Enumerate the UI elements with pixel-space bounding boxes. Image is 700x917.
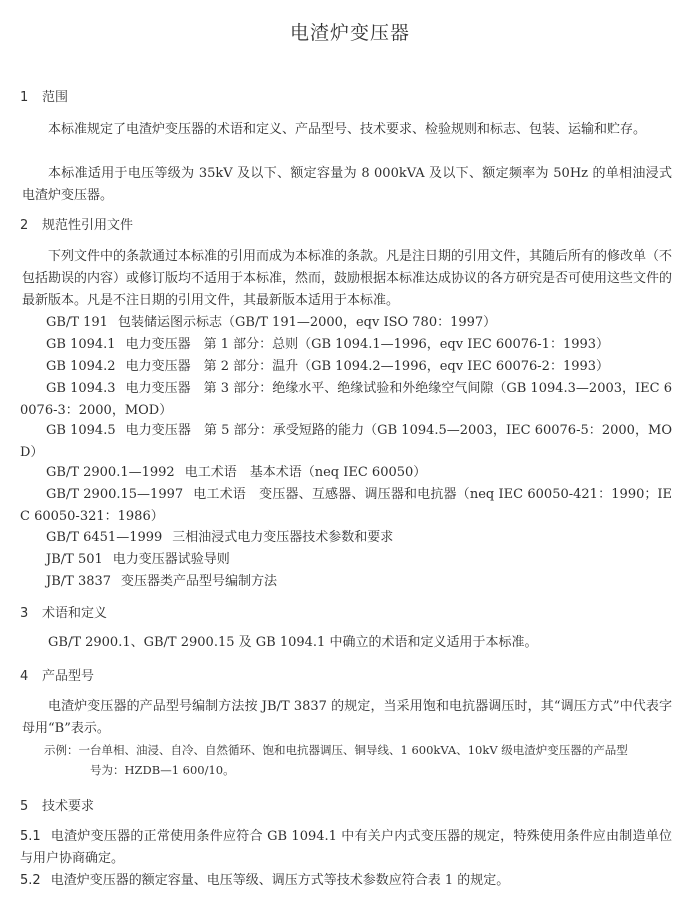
reference-text: 电力变压器 第 1 部分：总则（GB 1094.1—1996，eqv IEC 60076-1：1993） <box>125 337 610 352</box>
reference-code: GB 1094.1 <box>46 337 116 352</box>
terms-paragraph: GB/T 2900.1、GB/T 2900.15 及 GB 1094.1 中确立的术语和定义适用于本标准。 <box>48 635 538 650</box>
reference-text: 电工术语 基本术语（neq IEC 60050） <box>184 465 427 480</box>
clause-5-1 <box>20 826 672 870</box>
document-title: 电渣炉变压器 <box>289 22 410 44</box>
reference-text: 电工术语 变压器、互感器、调压器和电抗器（neq IEC 60050-421：1990；IEC 60050-321：1986） <box>20 487 672 524</box>
section-heading-product-model <box>20 665 94 684</box>
section-title: 范围 <box>42 90 69 105</box>
reference-code: GB/T 2900.1—1992 <box>46 465 175 480</box>
reference-item <box>20 527 672 549</box>
reference-item <box>20 571 672 593</box>
reference-text: 电力变压器 第 3 部分：绝缘水平、绝缘试验和外绝缘空气间隙（GB 1094.3—2003，IEC 60076-3：2000，MOD） <box>20 381 673 418</box>
clause-number: 5.1 <box>20 829 41 844</box>
reference-code: JB/T 3837 <box>46 574 112 589</box>
example-text-line-2: 号为：HZDB—1 600/10。 <box>90 763 235 777</box>
section-title: 规范性引用文件 <box>42 218 134 233</box>
reference-item <box>20 356 672 378</box>
reference-item <box>20 378 672 422</box>
section-number: 4 <box>20 669 29 684</box>
section-number: 1 <box>20 90 29 105</box>
reference-item <box>20 312 672 334</box>
reference-item <box>20 549 672 571</box>
clause-number: 5.2 <box>20 873 41 888</box>
reference-code: GB 1094.2 <box>46 359 116 374</box>
example-text-line-1: 一台单相、油浸、自冷、自然循环、饱和电抗器调压、铜导线、1 600kVA、10kV 级电渣炉变压器的产品型 <box>78 743 628 757</box>
section-heading-terms <box>20 602 107 621</box>
clause-text: 电渣炉变压器的额定容量、电压等级、调压方式等技术参数应符合表 1 的规定。 <box>50 873 510 888</box>
reference-code: GB/T 6451—1999 <box>46 530 163 545</box>
section-number: 3 <box>20 606 29 621</box>
section-number: 5 <box>20 799 29 814</box>
reference-code: GB 1094.5 <box>46 423 116 438</box>
section-title: 产品型号 <box>42 669 95 684</box>
reference-code: GB/T 2900.15—1997 <box>46 487 184 502</box>
reference-text: 变压器类产品型号编制方法 <box>121 574 278 589</box>
scope-paragraph-1: 本标准规定了电渣炉变压器的术语和定义、产品型号、技术要求、检验规则和标志、包装、运输和贮存。 <box>48 122 647 137</box>
scope-paragraph-2: 本标准适用于电压等级为 35kV 及以下、额定容量为 8 000kVA 及以下、额定频率为 50Hz 的单相油浸式电渣炉变压器。 <box>22 166 672 203</box>
section-heading-scope <box>20 86 68 105</box>
product-model-paragraph: 电渣炉变压器的产品型号编制方法按 JB/T 3837 的规定，当采用饱和电抗器调压时，其“调压方式”中代表字母用“B”表示。 <box>22 699 672 736</box>
section-title: 技术要求 <box>42 799 95 814</box>
reference-text: 三相油浸式电力变压器技术参数和要求 <box>172 530 394 545</box>
reference-code: JB/T 501 <box>46 552 103 567</box>
reference-text: 电力变压器 第 2 部分：温升（GB 1094.2—1996，eqv IEC 60076-2：1993） <box>125 359 610 374</box>
example-label: 示例： <box>44 743 79 757</box>
section-number: 2 <box>20 218 29 233</box>
reference-text: 包装储运图示标志（GB/T 191—2000，eqv ISO 780：1997） <box>117 315 497 330</box>
reference-item <box>20 334 672 356</box>
references-intro: 下列文件中的条款通过本标准的引用而成为本标准的条款。凡是注日期的引用文件，其随后所有的修改单（不包括勘误的内容）或修订版均不适用于本标准，然而，鼓励根据本标准达成协议的各方研究是否可使用这些文件的最新版本。凡是不注日期的引用文件，其最新版本适用于本标准。 <box>22 249 673 308</box>
clause-5-2 <box>20 870 672 892</box>
section-heading-normative-references <box>20 214 133 233</box>
clause-text: 电渣炉变压器的正常使用条件应符合 GB 1094.1 中有关户内式变压器的规定，特殊使用条件应由制造单位与用户协商确定。 <box>20 829 672 866</box>
section-title: 术语和定义 <box>42 606 108 621</box>
reference-code: GB 1094.3 <box>46 381 116 396</box>
reference-text: 电力变压器 第 5 部分：承受短路的能力（GB 1094.5—2003，IEC 60076-5：2000，MOD） <box>20 423 672 460</box>
reference-code: GB/T 191 <box>46 315 108 330</box>
reference-item <box>20 484 672 528</box>
reference-item <box>20 420 672 464</box>
reference-item <box>20 462 672 484</box>
reference-text: 电力变压器试验导则 <box>112 552 230 567</box>
product-model-example <box>44 740 672 780</box>
section-heading-technical-requirements <box>20 795 94 814</box>
